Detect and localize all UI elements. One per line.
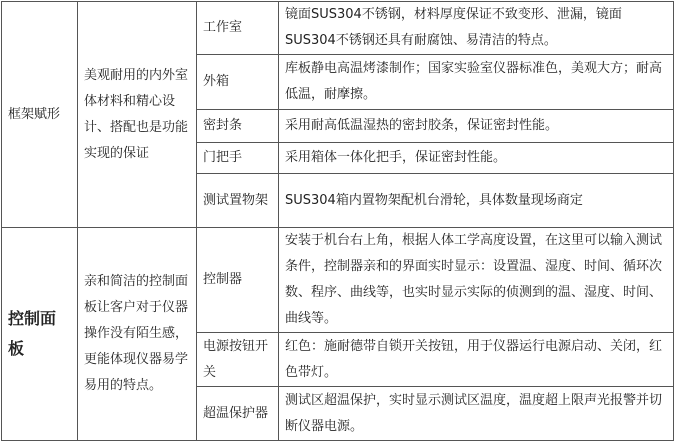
control-description: 亲和简洁的控制面板让客户对于仪器操作没有陌生感，更能体现仪器易学易用的特点。 [78,228,197,441]
frame-detail: SUS304箱内置物架配机台滑轮，具体数量现场商定 [279,174,674,228]
frame-detail: 镜面SUS304不锈钢，材料厚度保证不致变形、泄漏，镜面SUS304不锈钢还具有耐腐蚀、易清洁的特点。 [279,2,674,55]
frame-item: 外箱 [197,55,279,110]
control-item: 控制器 [197,228,279,333]
frame-detail: 库板静电高温烤漆制作；国家实验室仪器标准色，美观大方；耐高低温，耐摩擦。 [279,55,674,110]
control-item: 电源按钮开关 [197,333,279,387]
control-detail: 红色：施耐德带自锁开关按钮，用于仪器运行电源启动、关闭，红色带灯。 [279,333,674,387]
frame-item: 测试置物架 [197,174,279,228]
frame-item: 门把手 [197,143,279,174]
frame-item: 密封条 [197,110,279,143]
spec-table [1,1,674,441]
frame-description: 美观耐用的内外室体材料和精心设计、搭配也是功能实现的保证 [78,2,197,228]
control-item: 超温保护器 [197,387,279,441]
table-row [2,2,674,55]
frame-detail: 采用耐高低温湿热的密封胶条，保证密封性能。 [279,110,674,143]
control-category: 控制面板 [2,228,78,441]
frame-item: 工作室 [197,2,279,55]
control-detail: 安装于机台右上角，根据人体工学高度设置，在这里可以输入测试条件，控制器亲和的界面实时显示：设置温、湿度、时间、循环次数、程序、曲线等，也实时显示实际的侦测到的温、湿度、时间、曲线等。 [279,228,674,333]
control-detail: 测试区超温保护，实时显示测试区温度，温度超上限声光报警并切断仪器电源。 [279,387,674,441]
table-row [2,228,674,333]
frame-category: 框架赋形 [2,2,78,228]
frame-detail: 采用箱体一体化把手，保证密封性能。 [279,143,674,174]
